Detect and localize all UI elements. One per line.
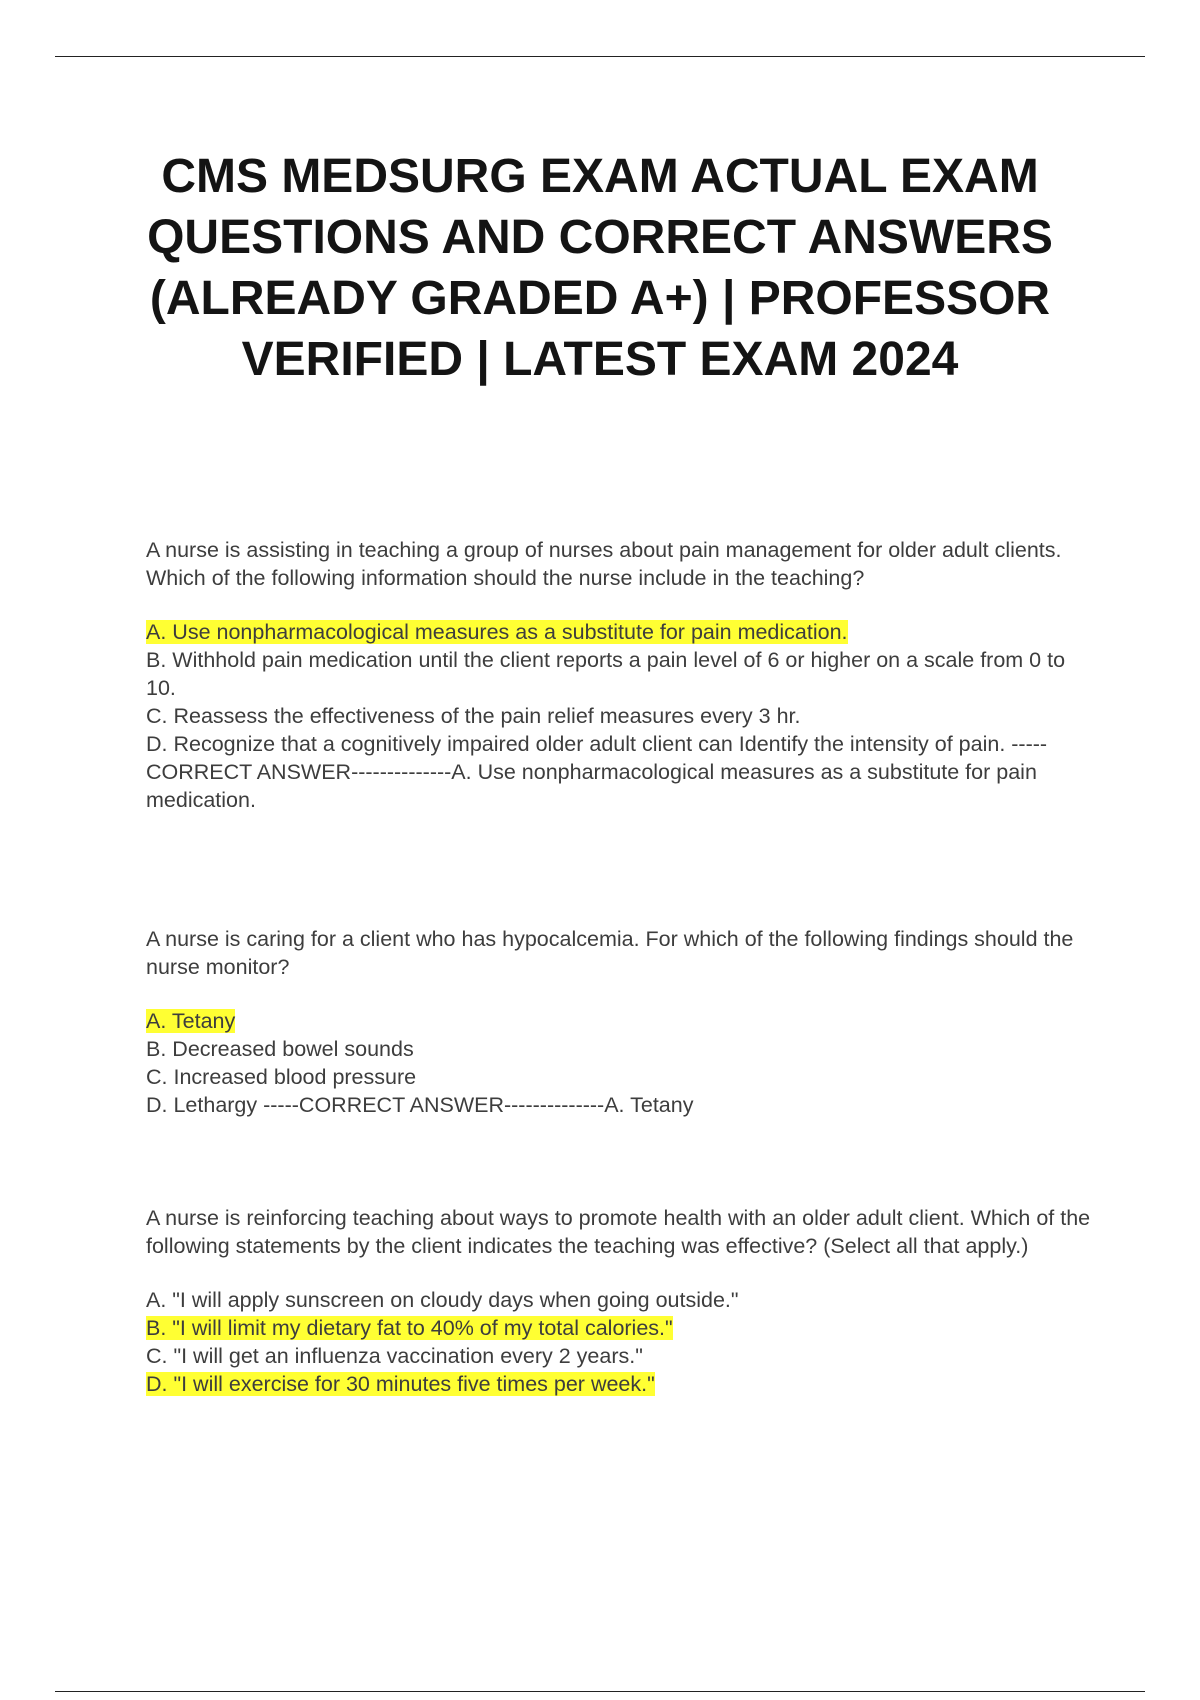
question-3 — [146, 1204, 1096, 1398]
option-c: C. "I will get an influenza vaccination every 2 years." — [146, 1344, 643, 1368]
top-rule — [55, 56, 1145, 57]
option-a — [146, 1007, 1096, 1035]
bottom-rule — [55, 1691, 1145, 1692]
option-b: B. Withhold pain medication until the client reports a pain level of 6 or higher on a scale from 0 to 10. — [146, 648, 1066, 700]
option-b: B. Decreased bowel sounds — [146, 1037, 414, 1061]
question-stem: A nurse is caring for a client who has hypocalcemia. For which of the following findings should the nurse monitor? — [146, 927, 1074, 979]
highlighted-answer: D. "I will exercise for 30 minutes five times per week." — [146, 1372, 655, 1396]
highlighted-answer: A. Tetany — [146, 1009, 236, 1033]
question-stem: A nurse is reinforcing teaching about ways to promote health with an older adult client. Which of the following statements by the client indicates the teaching was effective? (Select all that apply.) — [146, 1206, 1091, 1258]
option-a: A. "I will apply sunscreen on cloudy days when going outside." — [146, 1288, 739, 1312]
highlighted-answer: A. Use nonpharmacological measures as a substitute for pain medication. — [146, 620, 848, 644]
document-title: CMS MEDSURG EXAM ACTUAL EXAM QUESTIONS AND CORRECT ANSWERS (ALREADY GRADED A+) | PROFESSOR VERIFIED | LATEST EXAM 2024 — [147, 150, 1053, 386]
option-c: C. Reassess the effectiveness of the pain relief measures every 3 hr. — [146, 704, 801, 728]
option-d: D. Lethargy -----CORRECT ANSWER--------------A. Tetany — [146, 1093, 694, 1117]
option-c: C. Increased blood pressure — [146, 1065, 417, 1089]
highlighted-answer: B. "I will limit my dietary fat to 40% of my total calories." — [146, 1316, 673, 1340]
option-d: D. Recognize that a cognitively impaired older adult client can Identify the intensity of pain. -----CORRECT ANSWER--------------A. Use nonpharmacological measures as a substitute for pain medication. — [146, 732, 1048, 812]
option-d — [146, 1370, 1096, 1398]
question-2 — [146, 925, 1096, 1119]
option-b — [146, 1314, 1096, 1342]
option-a — [146, 618, 1096, 646]
question-1 — [146, 536, 1096, 814]
question-stem: A nurse is assisting in teaching a group of nurses about pain management for older adult clients. Which of the following information should the nurse include in the teaching? — [146, 538, 1062, 590]
